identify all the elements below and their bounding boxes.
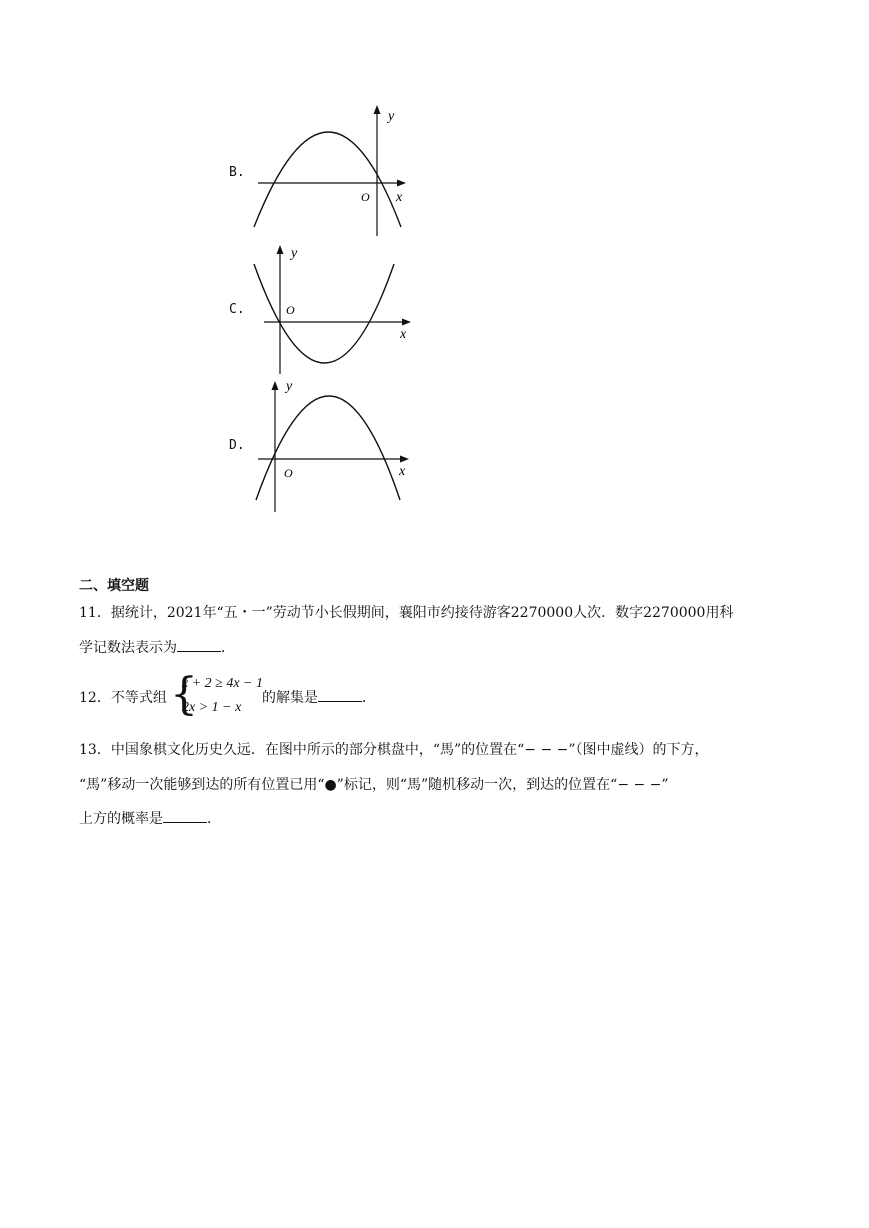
option-d-x-label: x [399, 464, 406, 479]
option-c-y-arrow [277, 245, 284, 254]
option-d-parabola [256, 396, 400, 500]
option-d-y-arrow [272, 381, 279, 390]
q12-suffix-end: ． [362, 690, 376, 706]
option-d-graph [250, 376, 420, 521]
option-c-origin-label: O [286, 303, 295, 317]
q12-inequality-2: 2x > 1 − x [182, 700, 242, 715]
option-c-label: C. [229, 302, 245, 317]
q12-suffix [262, 687, 376, 707]
option-b-parabola [254, 132, 401, 227]
option-d-y-label: y [286, 379, 293, 394]
q11-line2-end: ． [221, 640, 235, 656]
option-d-label: D. [229, 438, 245, 453]
q12-answer-blank [318, 689, 362, 702]
option-d-x-arrow [400, 456, 409, 463]
q13-line2: “馬”移动一次能够到达的所有位置已用“●”标记，则“馬”随机移动一次，到达的位置在“− − −” [79, 777, 669, 793]
q12-suffix-text: 的解集是 [262, 690, 318, 706]
option-b-y-arrow [374, 105, 381, 114]
option-d-origin-label: O [284, 466, 293, 480]
q13-line3-text: 上方的概率是 [79, 811, 163, 827]
option-c-x-arrow [402, 319, 411, 326]
option-b-x-label: x [396, 190, 403, 205]
q11-line2-text: 学记数法表示为 [79, 640, 177, 656]
option-b-origin-label: O [361, 190, 370, 204]
q11-answer-blank [177, 639, 221, 652]
q12-prefix: 12．不等式组 [79, 690, 167, 706]
option-c-parabola [254, 264, 394, 363]
option-b-y-label: y [388, 109, 395, 124]
option-c-graph [250, 240, 420, 380]
q11-line1: 11．据统计，2021年“五・一”劳动节小长假期间，襄阳市约接待游客2270000人次．数字2270000用科 [79, 605, 734, 621]
q13-line1: 13．中国象棋文化历史久远．在图中所示的部分棋盘中，“馬”的位置在“− − −”（图中虚线）的下方， [79, 742, 709, 758]
option-b-label: B. [229, 165, 245, 180]
q12-inequality-1: x + 2 ≥ 4x − 1 [182, 676, 264, 691]
option-c-x-label: x [400, 327, 407, 342]
option-b-x-arrow [397, 180, 406, 187]
q13-line3 [79, 808, 221, 828]
q11-line2 [79, 637, 235, 657]
option-c-y-label: y [291, 246, 298, 261]
section-title: 二、填空题 [79, 578, 149, 594]
option-b-graph [250, 100, 420, 240]
q13-answer-blank [163, 810, 207, 823]
q13-line3-end: ． [207, 811, 221, 827]
q12-brace: { [170, 669, 198, 720]
